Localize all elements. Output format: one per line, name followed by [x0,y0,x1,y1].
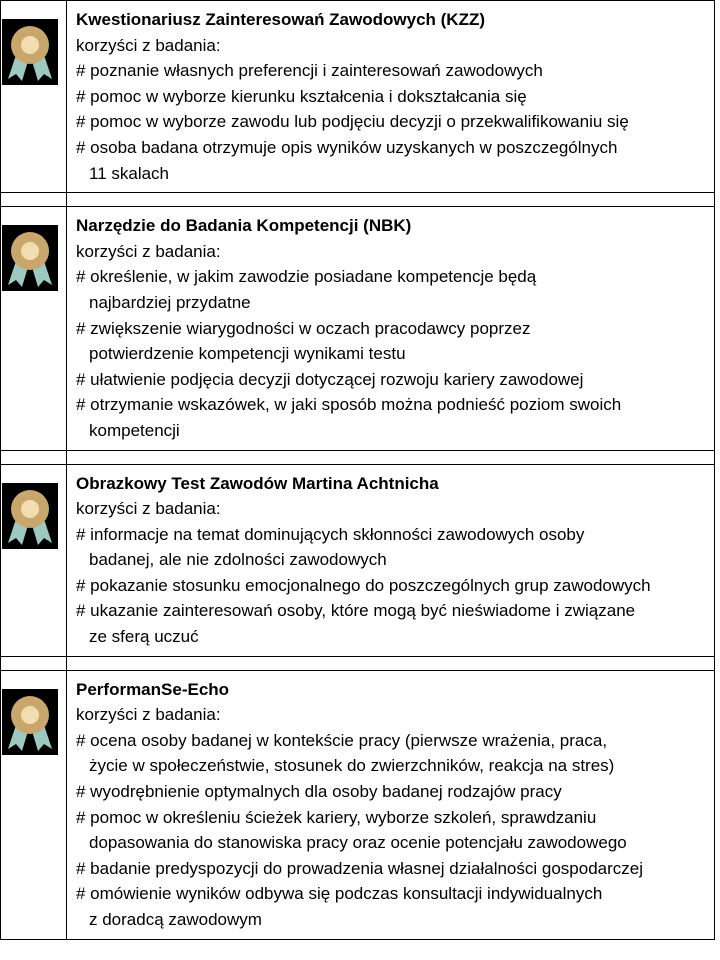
benefit-text: # wyodrębnienie optymalnych dla osoby badanej rodzajów pracy [76,782,562,802]
benefit-text-continuation: kompetencji [89,420,180,440]
section-content [67,670,715,939]
benefit-item [76,779,710,805]
benefit-item [76,598,710,649]
benefit-text: # zwiększenie wiarygodności w oczach pracodawcy poprzez [76,318,531,338]
benefit-text-continuation: dopasowania do stanowiska pracy oraz ocenie potencjału zawodowego [89,833,627,853]
benefit-text: # osoba badana otrzymuje opis wyników uzyskanych w poszczególnych [76,137,618,157]
benefit-text: # badanie predyspozycji do prowadzenia własnej działalności gospodarczej [76,858,644,878]
section-subtitle: korzyści z badania: [76,35,221,55]
benefit-item [76,805,710,856]
benefit-item [76,264,710,315]
benefit-text: # pomoc w wyborze kierunku kształcenia i dokształcania się [76,86,527,106]
medal-rosette-icon [2,483,58,549]
benefit-text-continuation: najbardziej przydatne [89,292,251,312]
spacer-row [1,656,715,670]
spacer-cell [1,656,67,670]
benefit-item [76,728,710,779]
section-subtitle: korzyści z badania: [76,705,221,725]
benefit-item [76,392,710,443]
spacer-row [1,450,715,464]
spacer-cell [67,656,715,670]
section-subtitle: korzyści z badania: [76,499,221,519]
spacer-cell [1,450,67,464]
section-title: Obrazkowy Test Zawodów Martina Achtnicha [76,473,439,493]
icon-cell [1,1,67,193]
medal-rosette-icon [2,225,58,291]
medal-rosette-icon [2,689,58,755]
benefit-item [76,881,710,932]
benefit-text: # ułatwienie podjęcia decyzji dotyczącej rozwoju kariery zawodowej [76,369,584,389]
benefit-item [76,856,710,882]
section-title: PerformanSe-Echo [76,679,230,699]
section-row [1,1,715,193]
benefit-text-continuation: życie w społeczeństwie, stosunek do zwierzchników, reakcja na stres) [89,756,615,776]
section-content [67,1,715,193]
icon-cell [1,464,67,656]
benefit-text-continuation: potwierdzenie kompetencji wynikami testu [89,344,406,364]
benefit-text: # informacje na temat dominujących skłonności zawodowych osoby [76,524,585,544]
benefit-text: # omówienie wyników odbywa się podczas konsultacji indywidualnych [76,884,603,904]
section-title: Kwestionariusz Zainteresowań Zawodowych (KZZ) [76,10,485,29]
medal-rosette-icon [2,19,58,85]
benefit-text-continuation: badanej, ale nie zdolności zawodowych [89,550,387,570]
section-content [67,207,715,450]
benefit-text-continuation: ze sferą uczuć [89,627,199,647]
benefit-text: # określenie, w jakim zawodzie posiadane kompetencje będą [76,267,537,287]
spacer-cell [67,450,715,464]
section-content [67,464,715,656]
spacer-row [1,193,715,207]
benefit-text: # poznanie własnych preferencji i zainteresowań zawodowych [76,61,543,81]
spacer-cell [67,193,715,207]
benefit-text: # pomoc w wyborze zawodu lub podjęciu decyzji o przekwalifikowaniu się [76,112,629,132]
benefit-item [76,84,710,110]
benefit-item [76,573,710,599]
section-row [1,464,715,656]
benefit-text: # pomoc w określeniu ścieżek kariery, wyborze szkoleń, sprawdzaniu [76,807,597,827]
benefit-item [76,58,710,84]
benefit-item [76,522,710,573]
section-row [1,670,715,939]
benefits-table-body [1,1,715,940]
section-title: Narzędzie do Badania Kompetencji (NBK) [76,216,412,236]
spacer-cell [1,193,67,207]
benefit-item [76,367,710,393]
benefit-text-continuation: 11 skalach [89,163,170,183]
benefit-item [76,135,710,186]
benefit-text: # ukazanie zainteresowań osoby, które mogą być nieświadome i związane [76,601,636,621]
section-subtitle: korzyści z badania: [76,241,221,261]
benefit-text-continuation: z doradcą zawodowym [89,910,262,929]
icon-cell [1,207,67,450]
section-row [1,207,715,450]
icon-cell [1,670,67,939]
benefit-text: # otrzymanie wskazówek, w jaki sposób można podnieść poziom swoich [76,395,622,415]
benefit-text: # pokazanie stosunku emocjonalnego do poszczególnych grup zawodowych [76,575,651,595]
benefit-item [76,316,710,367]
benefit-text: # ocena osoby badanej w kontekście pracy (pierwsze wrażenia, praca, [76,730,608,750]
benefit-item [76,109,710,135]
